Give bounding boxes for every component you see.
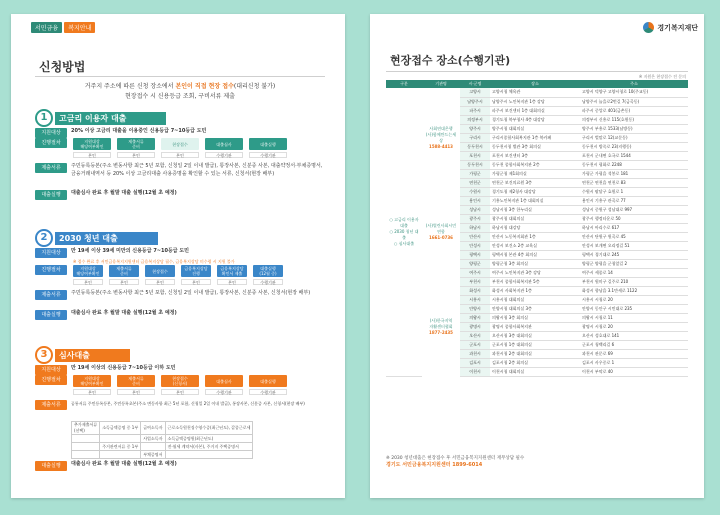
process-actor: 본인 bbox=[161, 389, 199, 395]
extra-cell: 추가제출서류 (선택) bbox=[72, 422, 100, 435]
documents-row bbox=[35, 163, 325, 178]
extra-documents-table bbox=[71, 421, 253, 459]
common-documents bbox=[71, 400, 325, 410]
city-cell: 안양시 bbox=[460, 304, 490, 313]
city-cell: 연천군 bbox=[460, 178, 490, 187]
section-heading bbox=[35, 112, 166, 124]
documents-row bbox=[35, 290, 325, 300]
city-cell: 가평군 bbox=[460, 169, 490, 178]
venue-cell: 기흥노인복지관 1층 대회의실 bbox=[490, 196, 580, 205]
address-cell: 시흥시 시청로 20 bbox=[580, 295, 688, 304]
city-cell: 파주시 bbox=[460, 106, 490, 115]
agency-cell bbox=[422, 88, 460, 187]
extra-cell: 부채증명서 bbox=[141, 451, 165, 459]
process-step: 지원대상 해당여부확인 bbox=[73, 138, 111, 150]
process-step: 현장접수 bbox=[161, 138, 199, 150]
venue-cell: 의왕시청 3층 회의실 bbox=[490, 313, 580, 322]
address-cell: 여주시 세종로 14 bbox=[580, 268, 688, 277]
crumb-category: 서민금융 bbox=[31, 22, 62, 33]
target-tag: 지원대상 bbox=[35, 365, 67, 375]
extra-row bbox=[72, 443, 253, 451]
address-cell: 이천시 부악로 40 bbox=[580, 367, 688, 376]
process-steps bbox=[73, 138, 287, 150]
city-cell: 용인시 bbox=[460, 196, 490, 205]
process-actors bbox=[73, 389, 287, 395]
address-cell: 의왕시 시청로 11 bbox=[580, 313, 688, 322]
process-step: 제출서류 준비 bbox=[117, 138, 155, 150]
agency-cell bbox=[422, 187, 460, 277]
extra-cell bbox=[72, 443, 100, 451]
city-cell: 화성시 bbox=[460, 286, 490, 295]
logo-text: 경기복지재단 bbox=[657, 23, 698, 32]
venue-cell: 구리시종합사회복지관 1층 북카페 bbox=[490, 133, 580, 142]
venue-cell: 동두천 종합사회복지관 2층 bbox=[490, 160, 580, 169]
intro-text bbox=[35, 82, 325, 102]
city-cell: 김포시 bbox=[460, 358, 490, 367]
execution-row bbox=[35, 310, 325, 320]
venue-cell: 김포시청 2층 회의실 bbox=[490, 358, 580, 367]
process-tag: 진행절차 bbox=[35, 375, 67, 385]
documents-tag: 제출서류 bbox=[35, 290, 67, 300]
section-title: 2030 청년 대출 bbox=[55, 232, 158, 245]
column-header: 주소 bbox=[580, 80, 688, 88]
address-cell: 포천시 군내면 호국로 1544 bbox=[580, 151, 688, 160]
process-actor: 본인 bbox=[117, 389, 155, 395]
agency-name: (사)한국지역 자활센터협회 bbox=[429, 317, 453, 329]
documents-tag: 제출서류 bbox=[35, 163, 67, 173]
city-cell: 수원시 bbox=[460, 187, 490, 196]
venue-cell: 경기도청 북부청사 4층 대강당 bbox=[490, 115, 580, 124]
address-cell: 파주시 중앙로 401(금촌동) bbox=[580, 106, 688, 115]
process-actor: 본인 bbox=[73, 389, 111, 395]
footnote-text: ※ 2030 청년대출은 현장접수 후 서민금융복지지원센터 재무상담 필수 bbox=[386, 456, 525, 461]
process-actor: 수행기관 bbox=[205, 152, 243, 158]
extra-row bbox=[72, 451, 253, 459]
city-cell: 과천시 bbox=[460, 349, 490, 358]
address-cell: 광주시 행정타운로 50 bbox=[580, 214, 688, 223]
venue-cell: 성남시청 3층 한누리실 bbox=[490, 205, 580, 214]
process-actor: 본인 bbox=[161, 152, 199, 158]
target-note: ※ 접수 완료 후 서민금융복지지원센터 금융복지상담 필수, 금융복지상담 미수령 시 지원 불가 bbox=[73, 259, 235, 264]
venue-cell: 양주시청 대회의실 bbox=[490, 124, 580, 133]
crumb-section: 복지안내 bbox=[64, 22, 95, 33]
city-cell: 고양시 bbox=[460, 88, 490, 97]
city-cell: 의왕시 bbox=[460, 313, 490, 322]
process-step: 대출실행 bbox=[249, 138, 287, 150]
target-text: 만 19세 이상 39세 미만의 신용등급 7~10등급 도민 bbox=[71, 248, 190, 254]
table-header bbox=[386, 80, 688, 88]
process-actor: 본인 bbox=[73, 279, 103, 285]
extra-cell: 급여소득자 bbox=[141, 422, 165, 435]
venue-cell: 부천시 종합사회복지관 5층 bbox=[490, 277, 580, 286]
extra-cell: 전·월세 계약서(사본), 주거지 주택증명서 bbox=[165, 443, 253, 451]
venue-cell: 경기도청 제2청사 대강당 bbox=[490, 187, 580, 196]
target-text: 만 19세 이상의 신용등급 7~10등급 이하 도민 bbox=[71, 365, 176, 371]
target-tag: 지원대상 bbox=[35, 128, 67, 138]
city-cell: 의정부시 bbox=[460, 115, 490, 124]
address-cell: 김포시 사우중로 1 bbox=[580, 358, 688, 367]
column-header: 기관명 bbox=[422, 80, 460, 88]
agency-phone: 1588-4413 bbox=[429, 143, 453, 149]
process-step: 지원대상 해당여부확인 bbox=[73, 375, 111, 387]
address-cell: 동두천시 방죽로 23(지행동) bbox=[580, 142, 688, 151]
page-title: 신청방법 bbox=[39, 60, 86, 74]
city-cell: 양평군 bbox=[460, 259, 490, 268]
execution-tag: 대출실행 bbox=[35, 310, 67, 320]
city-cell: 동두천시 bbox=[460, 142, 490, 151]
target-row bbox=[35, 248, 325, 258]
execution-tag: 대출실행 bbox=[35, 461, 67, 471]
city-cell: 성남시 bbox=[460, 205, 490, 214]
documents-row bbox=[35, 400, 325, 410]
execution-row bbox=[35, 461, 325, 471]
venue-cell: 평택시청 본관 4층 회의실 bbox=[490, 250, 580, 259]
documents-text: 주민등록등본(주소 변동사항 최근 5년 포함, 신청일 2일 이내 발급), 통장사본, 신분증 사본, 대출약정서·부채증명서, 금융거래내역서 등 20% 이상 고금리대출 사용증명을 확인할 수 있는 서류, 신청서(현장 배부) bbox=[71, 163, 323, 177]
process-actor: 본인 bbox=[73, 152, 111, 158]
address-cell: 용인시 기흥구 관곡로 77 bbox=[580, 196, 688, 205]
intro-line2: 현장접수 시 신용등급 조회, 구비서류 제출 bbox=[125, 93, 235, 100]
target-text: 20% 이상 고금리 대출을 이용중인 신용등급 7~10등급 도민 bbox=[71, 128, 207, 134]
venue-cell: 여주시 노인복지관 3층 강당 bbox=[490, 268, 580, 277]
intro-note: (대리신청 불가) bbox=[233, 83, 276, 90]
common-tag: 공통서류 bbox=[71, 401, 88, 406]
extra-row bbox=[72, 422, 253, 435]
venue-cell: 안성시 보건소 2층 교육실 bbox=[490, 241, 580, 250]
process-actors bbox=[73, 152, 287, 158]
address-cell: 구리시 벌말로 12(교문동) bbox=[580, 133, 688, 142]
footnote bbox=[386, 455, 688, 469]
agency-phone: 1661-0736 bbox=[429, 235, 453, 240]
process-actors bbox=[73, 279, 283, 285]
process-actor: 본인 bbox=[181, 279, 211, 285]
venue-cell: 안산시 노동복지회관 1층 bbox=[490, 232, 580, 241]
extra-row bbox=[72, 435, 253, 443]
address-cell: 군포시 청백리길 6 bbox=[580, 340, 688, 349]
intro-highlight: 본인이 직접 현장 접수 bbox=[175, 83, 234, 90]
city-cell: 하남시 bbox=[460, 223, 490, 232]
city-cell: 안산시 bbox=[460, 232, 490, 241]
process-actor: 수행기관 bbox=[249, 152, 287, 158]
program-group: ○ 고금리 이용자 대출 ○ 2030 청년 대출 ○ 심사대출 bbox=[386, 88, 422, 376]
address-cell: 화성시 향남읍 3.1만세로 1122 bbox=[580, 286, 688, 295]
process-step: 현장접수 (신청서) bbox=[161, 375, 199, 387]
process-step: 현장접수 bbox=[145, 265, 175, 277]
section-title: 고금리 이용자 대출 bbox=[55, 112, 166, 125]
column-header: 장소 bbox=[490, 80, 580, 88]
venue-cell: 과천시청 2층 대회의실 bbox=[490, 349, 580, 358]
process-step: 제출서류 준비 bbox=[117, 375, 155, 387]
address-cell: 성남시 중원구 성남대로 997 bbox=[580, 205, 688, 214]
execution-text: 대출심사 완료 후 월말 대출 실행(12월 초 예정) bbox=[71, 461, 177, 467]
target-row bbox=[35, 365, 325, 375]
agency-cell bbox=[422, 277, 460, 376]
address-cell: 평택시 경기대로 245 bbox=[580, 250, 688, 259]
section-number: 1 bbox=[35, 109, 53, 127]
process-step: 대출심사 bbox=[205, 375, 243, 387]
section-heading bbox=[35, 349, 130, 361]
city-cell: 포천시 bbox=[460, 151, 490, 160]
venue-cell: 고양시청 체육관 bbox=[490, 88, 580, 97]
section-title: 심사대출 bbox=[55, 349, 130, 362]
city-cell: 부천시 bbox=[460, 277, 490, 286]
city-cell: 동두천시 bbox=[460, 160, 490, 169]
execution-text: 대출심사 완료 후 월말 대출 실행(12월 초 예정) bbox=[71, 310, 177, 316]
process-tag: 진행절차 bbox=[35, 138, 67, 148]
extra-cell: 소득금액증명원(최근년도) bbox=[165, 435, 253, 443]
extra-cell bbox=[72, 451, 100, 459]
process-step: 대출실행 bbox=[249, 375, 287, 387]
process-actor: 본인 bbox=[117, 152, 155, 158]
address-cell: 안성시 보개면 오리정길 51 bbox=[580, 241, 688, 250]
city-cell: 광명시 bbox=[460, 322, 490, 331]
extra-cell bbox=[141, 443, 165, 451]
venue-cell: 군포시청 1층 대회의실 bbox=[490, 340, 580, 349]
address-cell: 연천군 연천읍 연천로 83 bbox=[580, 178, 688, 187]
extra-cell bbox=[100, 435, 141, 443]
address-cell: 남양주시 늘을로2번길 7(금곡동) bbox=[580, 97, 688, 106]
extra-cell: 근로소득원천징수영수증(최근년도), 갑종근로세 bbox=[165, 422, 253, 435]
venue-cell: 가평군청 제1회의실 bbox=[490, 169, 580, 178]
city-cell: 여주시 bbox=[460, 268, 490, 277]
venue-cell: 파주시 보건센터 1층 대회의실 bbox=[490, 106, 580, 115]
section-number: 2 bbox=[35, 229, 53, 247]
city-cell: 군포시 bbox=[460, 340, 490, 349]
extra-cell bbox=[72, 435, 100, 443]
logo bbox=[643, 22, 698, 33]
extra-cell: 사업소득자 bbox=[141, 435, 165, 443]
process-step: 지원대상 해당여부확인 bbox=[73, 265, 103, 277]
process-step: 금융복지상담 진행 bbox=[181, 265, 211, 277]
city-cell: 남양주시 bbox=[460, 97, 490, 106]
venue-cell: 포천시 보건센터 3층 bbox=[490, 151, 580, 160]
breadcrumb bbox=[31, 22, 95, 33]
target-tag: 지원대상 bbox=[35, 248, 67, 258]
venue-cell: 안양시청 대회의실 3층 bbox=[490, 304, 580, 313]
process-actor: 수행기관 bbox=[253, 279, 283, 285]
venue-cell: 광명시 종합사회복지관 bbox=[490, 322, 580, 331]
documents-tag: 제출서류 bbox=[35, 400, 67, 410]
address-cell: 안양시 동안구 시민대로 235 bbox=[580, 304, 688, 313]
process-steps bbox=[73, 375, 287, 387]
address-cell: 과천시 관문로 69 bbox=[580, 349, 688, 358]
city-cell: 시흥시 bbox=[460, 295, 490, 304]
documents-text: 주민등록등본(주소 변동사항 최근 5년 포함, 신청일 2일 이내 발급), 통장사본, 신분증 사본, 신청서(현장 배부) bbox=[71, 290, 311, 296]
extra-cell bbox=[100, 451, 141, 459]
process-actor: 수행기관 bbox=[249, 389, 287, 395]
venue-cell: 하남시청 대강당 bbox=[490, 223, 580, 232]
address-cell: 하남시 아리수로 617 bbox=[580, 223, 688, 232]
city-cell: 광주시 bbox=[460, 214, 490, 223]
venue-table bbox=[386, 80, 688, 377]
section-heading bbox=[35, 232, 158, 244]
process-actor: 수행기관 bbox=[205, 389, 243, 395]
venue-cell: 화성시 사회복지관 1층 bbox=[490, 286, 580, 295]
target-row bbox=[35, 128, 325, 138]
left-page bbox=[11, 14, 345, 498]
right-page bbox=[370, 14, 704, 498]
process-actor: 본인 bbox=[109, 279, 139, 285]
process-step: 대출심사 bbox=[205, 138, 243, 150]
address-cell: 동두천시 평화로 2248 bbox=[580, 160, 688, 169]
address-cell: 고양시 덕양구 고양시청로 10(주교동) bbox=[580, 88, 688, 97]
address-cell: 안산시 단원구 원곡로 45 bbox=[580, 232, 688, 241]
address-cell: 오산시 성호대로 141 bbox=[580, 331, 688, 340]
table-note: ※ 지원은 현장접수 전 문의 bbox=[638, 74, 686, 79]
city-cell: 안성시 bbox=[460, 241, 490, 250]
execution-tag: 대출실행 bbox=[35, 190, 67, 200]
process-steps bbox=[73, 265, 283, 277]
logo-mark-icon bbox=[643, 22, 654, 33]
execution-row bbox=[35, 190, 325, 200]
city-cell: 평택시 bbox=[460, 250, 490, 259]
address-cell: 양주시 부흥로 1533(남방동) bbox=[580, 124, 688, 133]
process-step: 금융복지상담 확인서 제출 bbox=[217, 265, 247, 277]
extra-cell: 주거관련서류 중 1부 bbox=[100, 443, 141, 451]
table-row bbox=[386, 88, 688, 97]
column-header: 구분 bbox=[386, 80, 422, 88]
venue-cell: 양평군청 3층 회의실 bbox=[490, 259, 580, 268]
process-actor: 본인 bbox=[217, 279, 247, 285]
center-contact: 경기도 서민금융복지지원센터 1899-6014 bbox=[386, 462, 483, 468]
common-text: 주민등록등본, 주민등록초본(주소 변동사항 최근 5년 포함, 신청일 2일 이내 발급), 통장사본, 신분증 사본, 신청서(현장 배부) bbox=[87, 401, 305, 406]
address-cell: 부천시 원미구 길주로 210 bbox=[580, 277, 688, 286]
city-cell: 이천시 bbox=[460, 367, 490, 376]
venue-cell: 오산시청 3층 대회의실 bbox=[490, 331, 580, 340]
divider bbox=[386, 71, 688, 72]
city-cell: 양주시 bbox=[460, 124, 490, 133]
venue-cell: 남양주시 노인복지관 1층 강당 bbox=[490, 97, 580, 106]
address-cell: 광명시 시청로 20 bbox=[580, 322, 688, 331]
extra-cell: 소득금액증명 중 1부 bbox=[100, 422, 141, 435]
extra-cell bbox=[165, 451, 253, 459]
address-cell: 의정부시 신흥로 115(호원동) bbox=[580, 115, 688, 124]
column-header: 시·군명 bbox=[460, 80, 490, 88]
city-cell: 오산시 bbox=[460, 331, 490, 340]
execution-text: 대출심사 완료 후 월말 대출 실행(12월 초 예정) bbox=[71, 190, 177, 196]
agency-name: (사)열린사회시민연합 bbox=[425, 223, 457, 234]
process-tag: 진행절차 bbox=[35, 265, 67, 275]
venue-cell: 시흥시청 대회의실 bbox=[490, 295, 580, 304]
process-step: 제출서류 준비 bbox=[109, 265, 139, 277]
agency-phone: 1877-2435 bbox=[429, 329, 453, 335]
table-row bbox=[386, 187, 688, 196]
address-cell: 양평군 양평읍 군청앞길 2 bbox=[580, 259, 688, 268]
agency-name: 사회연대은행 (사)함께만드는세상 bbox=[425, 125, 457, 143]
venue-cell: 광주시청 대회의실 bbox=[490, 214, 580, 223]
divider bbox=[35, 76, 325, 77]
section-number: 3 bbox=[35, 346, 53, 364]
city-cell: 구리시 bbox=[460, 133, 490, 142]
venue-cell: 연천군 보건의료원 3층 bbox=[490, 178, 580, 187]
address-cell: 가평군 가평읍 석봉로 181 bbox=[580, 169, 688, 178]
page-title: 현장접수 장소(수행기관) bbox=[390, 54, 511, 67]
address-cell: 수원시 팔달구 효원로 1 bbox=[580, 187, 688, 196]
venue-cell: 동두천시청 별관 3층 회의실 bbox=[490, 142, 580, 151]
venue-cell: 이천시청 대회의실 bbox=[490, 367, 580, 376]
process-actor: 본인 bbox=[145, 279, 175, 285]
intro-part: 거주지 주소에 따른 신청 장소에서 bbox=[84, 83, 176, 90]
table-row bbox=[386, 277, 688, 286]
process-step: 대출실행 (12월 중) bbox=[253, 265, 283, 277]
